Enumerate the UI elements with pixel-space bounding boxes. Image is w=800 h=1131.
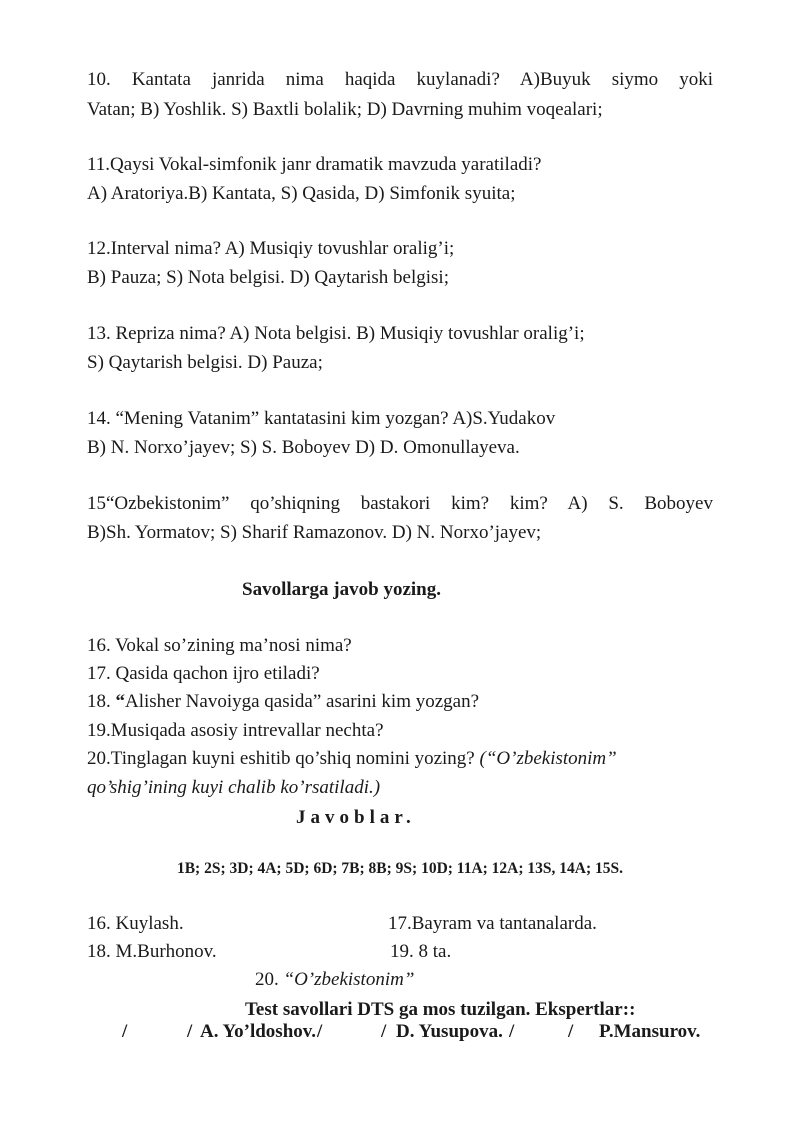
signature-slash: /	[187, 1021, 193, 1042]
question-20-text: 20.Tinglagan kuyni eshitib qo’shiq nomini yozing?	[87, 748, 480, 769]
question-16: 16. Vokal so’zining ma’nosi nima?	[87, 635, 352, 656]
question-15-line-1: 15“Ozbekistonim” qo’shiqning bastakori kim? kim? A) S. Boboyev	[87, 493, 713, 514]
question-15-line-2: B)Sh. Yormatov; S) Sharif Ramazonov. D) N. Norxo’jayev;	[87, 522, 542, 543]
signature-slash: /	[122, 1021, 128, 1042]
footer-note: Test savollari DTS ga mos tuzilgan. Ekspertlar::	[245, 999, 636, 1020]
expert-name-3: P.Mansurov.	[599, 1021, 701, 1042]
signature-slash: /	[381, 1021, 387, 1042]
answer-18: 18. M.Burhonov.	[87, 941, 217, 962]
answer-20-number: 20.	[255, 969, 284, 990]
question-14-line-2: B) N. Norxo’jayev; S) S. Boboyev D) D. Omonullayeva.	[87, 437, 520, 458]
question-13-line-2: S) Qaytarish belgisi. D) Pauza;	[87, 352, 323, 373]
signature-slash: /	[317, 1021, 323, 1042]
answer-19: 19. 8 ta.	[390, 941, 452, 962]
question-20-line-2: qo’shig’ining kuyi chalib ko’rsatiladi.)	[87, 777, 381, 798]
signature-slash: /	[509, 1021, 515, 1042]
question-17: 17. Qasida qachon ijro etiladi?	[87, 663, 320, 684]
question-12-line-1: 12.Interval nima? A) Musiqiy tovushlar oralig’i;	[87, 238, 455, 259]
answers-title: Javoblar.	[296, 807, 416, 828]
question-10-line-1: 10. Kantata janrida nima haqida kuylanadi? A)Buyuk siymo yoki	[87, 69, 713, 90]
question-18-quote: “	[115, 691, 125, 712]
question-11-line-2: A) Aratoriya.B) Kantata, S) Qasida, D) Simfonik syuita;	[87, 183, 516, 204]
question-20-hint-start: (“O’zbekistonim”	[479, 748, 617, 769]
question-10-line-2: Vatan; B) Yoshlik. S) Baxtli bolalik; D) Davrning muhim voqealari;	[87, 99, 603, 120]
question-11-line-1: 11.Qaysi Vokal-simfonik janr dramatik mavzuda yaratiladi?	[87, 154, 542, 175]
question-14-line-1: 14. “Mening Vatanim” kantatasini kim yozgan? A)S.Yudakov	[87, 408, 556, 429]
answer-20-text: “O’zbekistonim”	[283, 969, 415, 990]
question-20-line-1	[87, 745, 713, 773]
question-18-number: 18.	[87, 691, 116, 712]
answer-16: 16. Kuylash.	[87, 913, 184, 934]
question-18	[87, 688, 713, 716]
answer-20	[255, 966, 414, 994]
question-13-line-1: 13. Repriza nima? A) Nota belgisi. B) Musiqiy tovushlar oralig’i;	[87, 323, 585, 344]
expert-name-2: D. Yusupova.	[396, 1021, 503, 1042]
signature-slash: /	[568, 1021, 574, 1042]
expert-name-1: A. Yo’ldoshov.	[200, 1021, 316, 1042]
answer-key: 1B; 2S; 3D; 4A; 5D; 6D; 7B; 8B; 9S; 10D; 11A; 12A; 13S, 14A; 15S.	[176, 860, 624, 877]
question-18-text: Alisher Navoiyga qasida” asarini kim yozgan?	[125, 691, 480, 712]
question-12-line-2: B) Pauza; S) Nota belgisi. D) Qaytarish belgisi;	[87, 267, 449, 288]
answer-17: 17.Bayram va tantanalarda.	[388, 913, 597, 934]
section-title: Savollarga javob yozing.	[242, 579, 441, 600]
question-19: 19.Musiqada asosiy intrevallar nechta?	[87, 720, 384, 741]
